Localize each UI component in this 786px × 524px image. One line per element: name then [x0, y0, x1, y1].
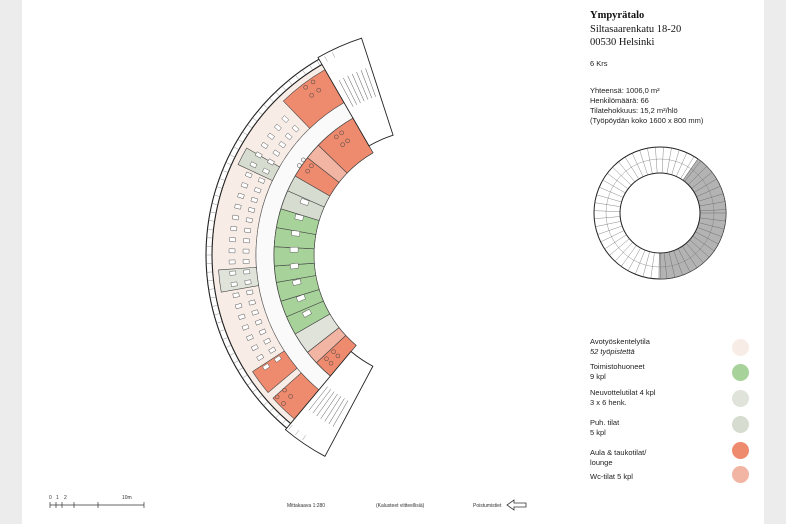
building-name: Ympyrätalo	[590, 10, 645, 21]
floor-plan-sheet	[22, 0, 764, 524]
building-street: Siltasaarenkatu 18-20	[590, 24, 682, 35]
legend-item	[590, 337, 730, 356]
legend-sublabel: 3 x 6 henk.	[590, 397, 627, 407]
legend-sublabel: 5 kpl	[590, 427, 606, 437]
legend-label: Aula & taukotilat/	[590, 448, 647, 457]
legend-swatch	[732, 416, 749, 433]
scale-text: Mittakaava 1:280	[287, 503, 326, 509]
building-postal: 00530 Helsinki	[590, 37, 655, 48]
legend-label: Avotyöskentelytila	[590, 337, 650, 346]
floor-plan-drawing	[22, 0, 582, 524]
workstation-desk	[243, 249, 249, 253]
office-desk	[291, 231, 299, 237]
office-desk	[290, 247, 298, 252]
legend-item	[590, 448, 730, 467]
key-plan	[590, 143, 730, 283]
legend-label: Neuvottelutilat 4 kpl	[590, 388, 656, 397]
legend-sublabel: 52 työpistettä	[590, 346, 635, 356]
legend-item	[590, 472, 730, 482]
legend-sublabel: 9 kpl	[590, 371, 606, 381]
legend-swatch	[732, 466, 749, 483]
legend-item	[590, 362, 730, 381]
furniture-note: (Kalusteet viitteellisiä)	[376, 503, 425, 509]
workstation-desk	[244, 228, 250, 233]
workstation-desk	[231, 226, 237, 231]
legend-item	[590, 418, 730, 437]
workstation-desk	[244, 270, 250, 275]
legend-swatch	[732, 339, 749, 356]
legend-item	[590, 388, 730, 407]
floor-number: 6 Krs	[590, 59, 608, 68]
space-efficiency: Tilatehokkuus: 15,2 m²/hlö	[590, 106, 678, 115]
workstation-desk	[232, 215, 239, 220]
scale-tick-1: 1	[56, 495, 59, 501]
workstation-desk	[230, 271, 236, 276]
legend-swatch	[732, 390, 749, 407]
scale-tick-2: 2	[64, 495, 67, 501]
workstation-desk	[243, 239, 249, 243]
office-desk	[290, 263, 299, 269]
scale-tick-0: 0	[49, 495, 52, 501]
scale-end-label: 10m	[122, 495, 132, 501]
legend-sublabel: lounge	[590, 457, 613, 467]
legend-swatch	[732, 364, 749, 381]
legend-label: Wc-tilat 5 kpl	[590, 472, 633, 481]
person-count: Henkilömäärä: 66	[590, 96, 649, 105]
total-area: Yhteensä: 1006,0 m²	[590, 86, 660, 95]
workstation-desk	[229, 260, 235, 264]
exit-arrow-icon	[506, 499, 528, 511]
legend-label: Puh. tilat	[590, 418, 620, 427]
workstation-desk	[246, 218, 253, 223]
desk-size: (Työpöydän koko 1600 x 800 mm)	[590, 116, 704, 125]
key-plan-courtyard	[620, 173, 700, 253]
workstation-desk	[231, 282, 238, 287]
legend-swatch	[732, 442, 749, 459]
workstation-desk	[229, 237, 235, 241]
workstation-desk	[229, 249, 235, 253]
scale-bar	[48, 494, 148, 510]
exit-label: Poistumistiet	[473, 503, 502, 509]
workstation-desk	[243, 259, 249, 263]
legend-label: Toimistohuoneet	[590, 362, 645, 371]
workstation-desk	[245, 280, 252, 285]
